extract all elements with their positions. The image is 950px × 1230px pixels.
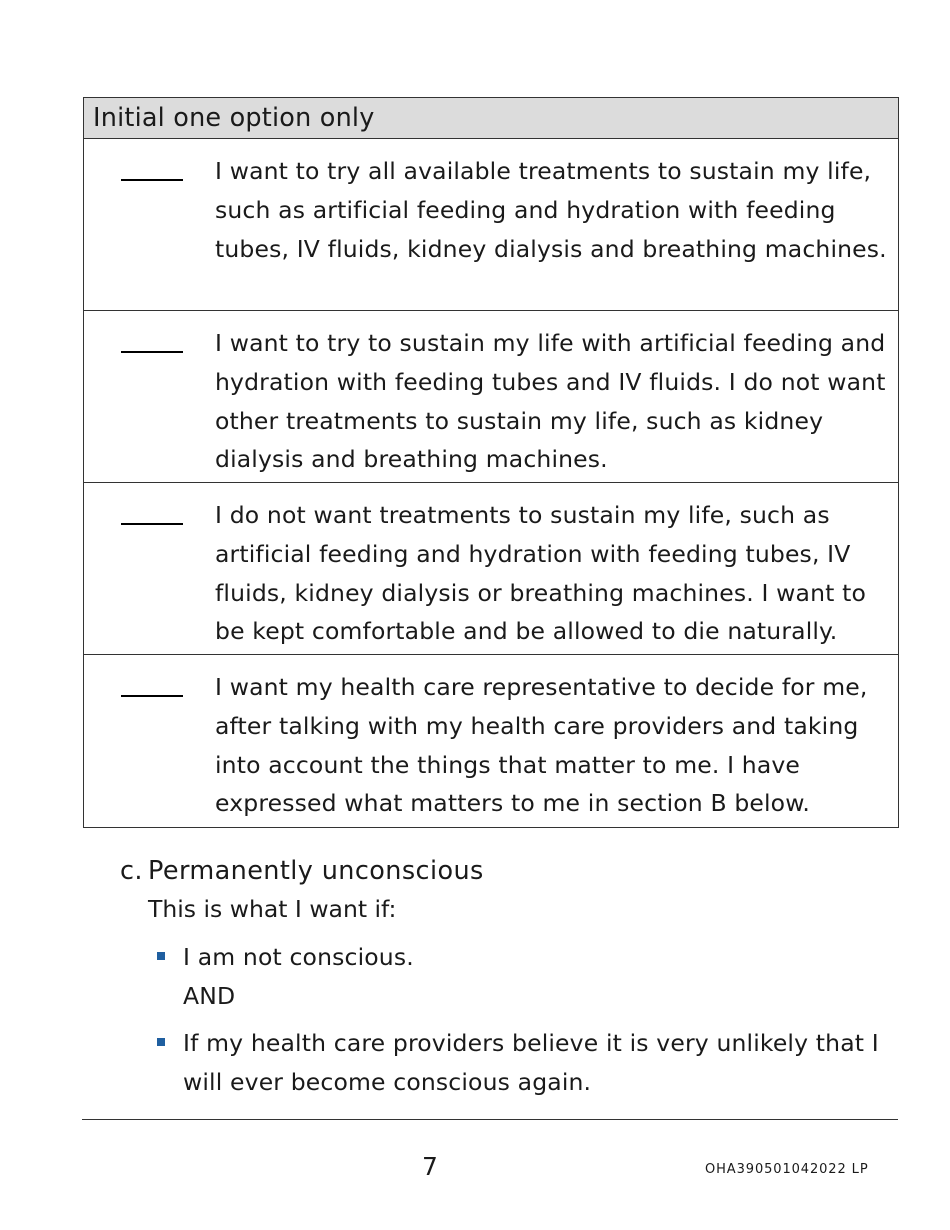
- page-number: 7: [422, 1152, 438, 1181]
- option-row: [84, 311, 898, 483]
- initial-blank[interactable]: [121, 695, 183, 697]
- option-text: I want to try all available treatments to sustain my life, such as artificial feeding and hydration with feeding tubes, IV fluids, kidney dialysis and breathing machines.: [215, 157, 887, 263]
- condition-text: If my health care providers believe it is very unlikely that I will ever become conscious again.: [183, 1029, 879, 1096]
- form-code: OHA390501042022 LP: [705, 1162, 869, 1177]
- list-item: [148, 938, 880, 1015]
- options-table: [83, 97, 899, 828]
- option-text: I want my health care representative to decide for me, after talking with my health care providers and taking into account the things that matter to me. I have expressed what matters to me in section B below.: [215, 673, 868, 818]
- square-bullet-icon: [157, 1038, 165, 1046]
- section-letter: c.: [120, 856, 143, 886]
- option-row: [84, 483, 898, 655]
- square-bullet-icon: [157, 952, 165, 960]
- initial-blank[interactable]: [121, 523, 183, 525]
- section-intro: This is what I want if:: [148, 895, 397, 923]
- connector-text: AND: [183, 981, 236, 1010]
- condition-list: [148, 938, 880, 1101]
- footer-divider: [82, 1119, 898, 1120]
- condition-text: I am not conscious.: [183, 943, 414, 971]
- section-c: [120, 852, 880, 1110]
- list-item: [148, 1024, 880, 1101]
- option-row: [84, 139, 898, 311]
- initial-blank[interactable]: [121, 179, 183, 181]
- initial-blank[interactable]: [121, 351, 183, 353]
- option-row: [84, 655, 898, 827]
- section-title: Permanently unconscious: [148, 856, 484, 886]
- table-header: Initial one option only: [84, 98, 898, 139]
- section-heading: [120, 852, 880, 890]
- option-text: I do not want treatments to sustain my life, such as artificial feeding and hydration with feeding tubes, IV fluids, kidney dialysis or breathing machines. I want to be kept comfortable and be allowed to die naturally.: [215, 501, 866, 646]
- option-text: I want to try to sustain my life with artificial feeding and hydration with feeding tubes and IV fluids. I do not want other treatments to sustain my life, such as kidney dialysis and breathing machines.: [215, 329, 886, 474]
